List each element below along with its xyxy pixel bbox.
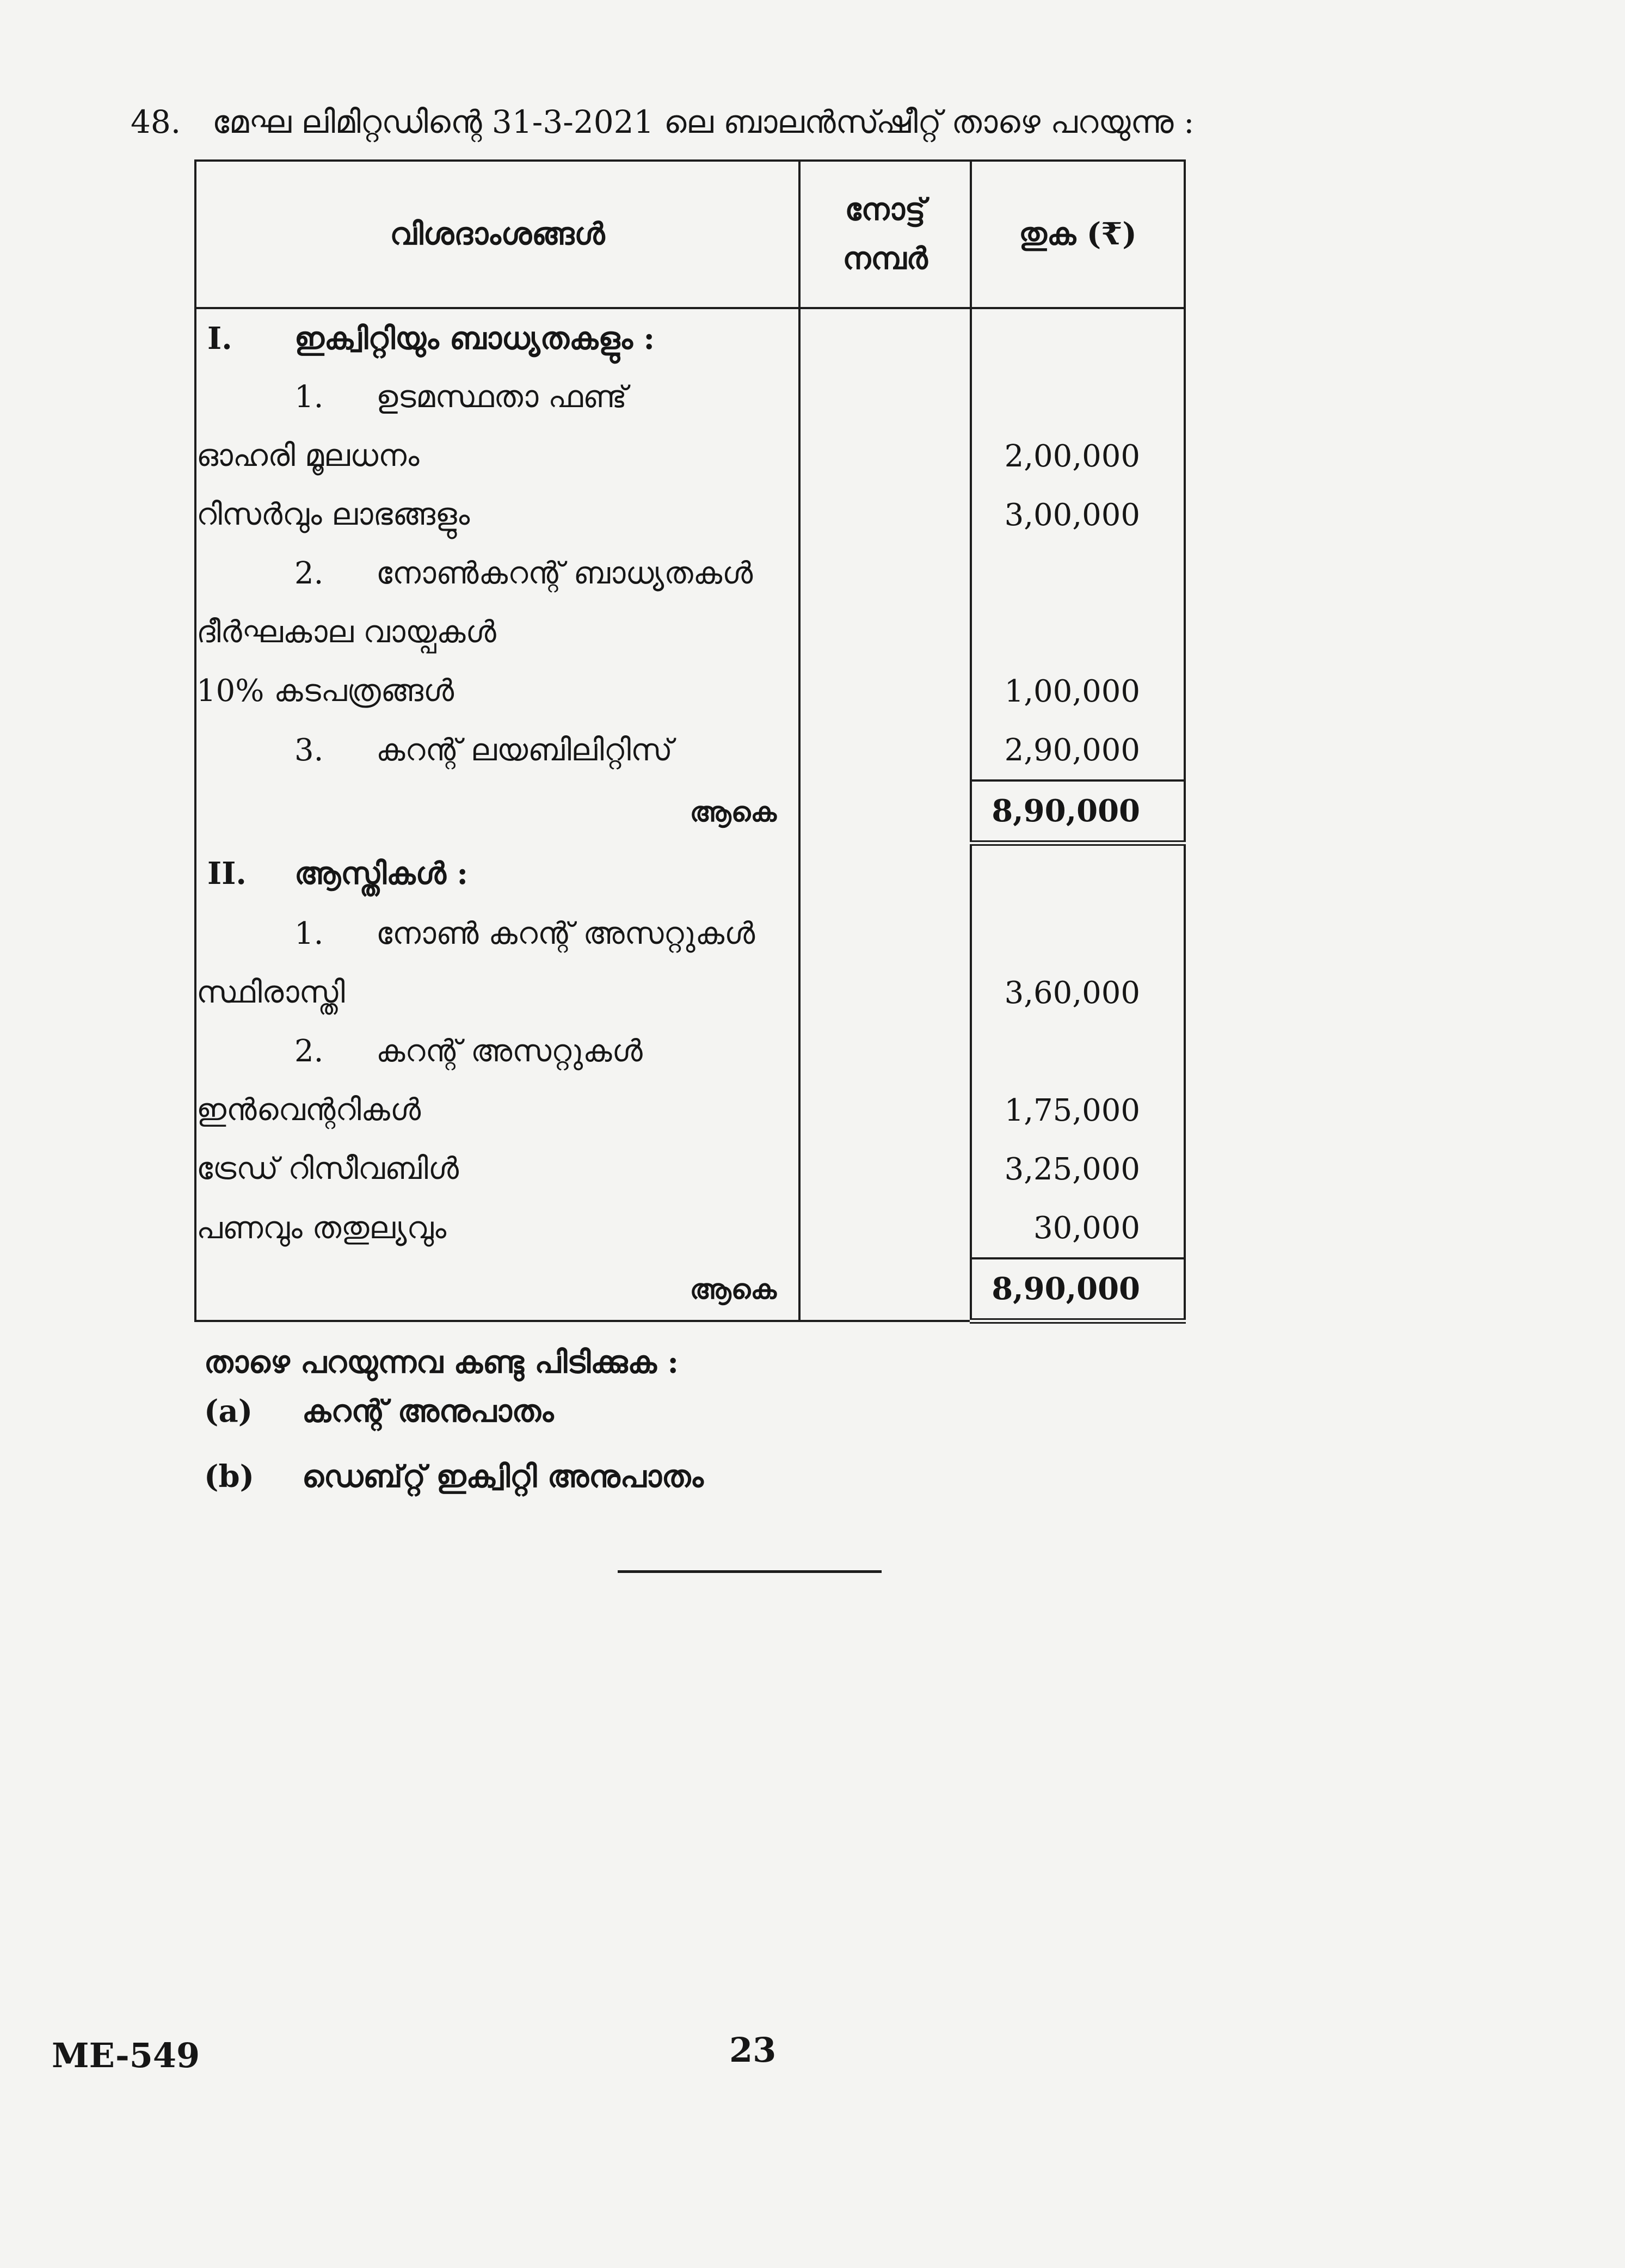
note-cell bbox=[799, 603, 971, 662]
debentures-label: 10% കടപത്രങ്ങൾ bbox=[195, 662, 799, 721]
header-note-no: നോട്ട് നമ്പർ bbox=[799, 161, 971, 308]
section2-total-amount: 8,90,000 bbox=[971, 1258, 1185, 1321]
inventories-amount: 1,75,000 bbox=[971, 1081, 1185, 1140]
table-row bbox=[195, 368, 1185, 427]
table-row bbox=[195, 780, 1185, 843]
section2-title-cell bbox=[195, 843, 799, 905]
table-row bbox=[195, 905, 1185, 963]
debentures-amount: 1,00,000 bbox=[971, 662, 1185, 721]
table-row bbox=[195, 485, 1185, 544]
question-number: 48. bbox=[131, 103, 181, 140]
table-header-row bbox=[195, 161, 1185, 308]
table-row bbox=[195, 427, 1185, 485]
amount-cell bbox=[971, 544, 1185, 603]
note-cell bbox=[799, 1022, 971, 1081]
table-row bbox=[195, 544, 1185, 603]
group-title-cell bbox=[195, 905, 799, 963]
amount-cell bbox=[971, 603, 1185, 662]
amount-cell bbox=[971, 1022, 1185, 1081]
group-number: 1. bbox=[294, 916, 324, 951]
end-rule bbox=[618, 1570, 882, 1573]
header-particulars: വിശദാംശങ്ങൾ bbox=[195, 161, 799, 308]
header-amount: തുക (₹) bbox=[971, 161, 1185, 308]
amount-cell bbox=[971, 368, 1185, 427]
group-number: 3. bbox=[294, 733, 324, 768]
amount-cell bbox=[971, 308, 1185, 368]
table-row bbox=[195, 1081, 1185, 1140]
group-title: ഉടമസ്ഥതാ ഫണ്ട് bbox=[376, 379, 627, 415]
note-cell bbox=[799, 780, 971, 843]
note-cell bbox=[799, 544, 971, 603]
table-row bbox=[195, 662, 1185, 721]
part-b-label: (b) bbox=[204, 1459, 255, 1495]
instruction-text: താഴെ പറയുന്നവ കണ്ടു പിടിക്കുക : bbox=[204, 1344, 679, 1380]
group-title-cell bbox=[195, 721, 799, 780]
section1-title: ഇക്വിറ്റിയും ബാധ്യതകളും : bbox=[294, 320, 655, 357]
balance-sheet-table bbox=[194, 159, 1186, 1324]
note-cell bbox=[799, 662, 971, 721]
cash-amount: 30,000 bbox=[971, 1198, 1185, 1258]
part-b bbox=[204, 1459, 704, 1495]
note-cell bbox=[799, 905, 971, 963]
note-cell bbox=[799, 1140, 971, 1198]
part-a-text: കറന്റ് അനുപാതം bbox=[302, 1393, 554, 1429]
reserves-amount: 3,00,000 bbox=[971, 485, 1185, 544]
table-row bbox=[195, 603, 1185, 662]
note-cell bbox=[799, 721, 971, 780]
table-row bbox=[195, 963, 1185, 1022]
question-text: മേഘ ലിമിറ്റഡിന്റെ 31-3-2021 ലെ ബാലൻസ്ഷീറ്റ് താഴെ പറയുന്നു : bbox=[212, 103, 1195, 140]
note-cell bbox=[799, 1081, 971, 1140]
table-row bbox=[195, 1198, 1185, 1258]
note-cell bbox=[799, 1258, 971, 1321]
group-title-cell bbox=[195, 544, 799, 603]
group-number: 1. bbox=[294, 379, 324, 415]
group-title: കറന്റ് ലയബിലിറ്റിസ് bbox=[376, 733, 673, 768]
reserves-label: റിസർവും ലാഭങ്ങളും bbox=[195, 485, 799, 544]
cash-label: പണവും തതുല്യവും bbox=[195, 1198, 799, 1258]
table-row bbox=[195, 1258, 1185, 1321]
group-title-cell bbox=[195, 1022, 799, 1081]
group-title: കറന്റ് അസറ്റുകൾ bbox=[376, 1034, 643, 1069]
receivables-label: ട്രേഡ് റിസീവബിൾ bbox=[195, 1140, 799, 1198]
receivables-amount: 3,25,000 bbox=[971, 1140, 1185, 1198]
note-cell bbox=[799, 1198, 971, 1258]
part-a bbox=[204, 1393, 554, 1430]
group-title: നോൺകറന്റ് ബാധ്യതകൾ bbox=[376, 556, 753, 591]
table-row bbox=[195, 308, 1185, 368]
table-row bbox=[195, 843, 1185, 905]
amount-cell bbox=[971, 843, 1185, 905]
table-row bbox=[195, 1140, 1185, 1198]
inventories-label: ഇൻവെന്ററികൾ bbox=[195, 1081, 799, 1140]
table-row bbox=[195, 721, 1185, 780]
share-capital-label: ഓഹരി മൂലധനം bbox=[195, 427, 799, 485]
note-cell bbox=[799, 843, 971, 905]
section1-total-label: ആകെ bbox=[195, 780, 799, 843]
section2-total-label: ആകെ bbox=[195, 1258, 799, 1321]
fixed-assets-amount: 3,60,000 bbox=[971, 963, 1185, 1022]
current-liabilities-amount: 2,90,000 bbox=[971, 721, 1185, 780]
table-row bbox=[195, 1022, 1185, 1081]
long-term-loans-label: ദീർഘകാല വായ്പകൾ bbox=[195, 603, 799, 662]
section2-roman: II. bbox=[207, 856, 247, 892]
group-number: 2. bbox=[294, 556, 324, 591]
section2-title: ആസ്തികൾ : bbox=[294, 856, 468, 892]
note-cell bbox=[799, 485, 971, 544]
question-heading bbox=[131, 103, 1195, 141]
paper-code: ME-549 bbox=[52, 2036, 200, 2075]
section1-roman: I. bbox=[207, 320, 232, 357]
note-cell bbox=[799, 368, 971, 427]
part-b-text: ഡെബ്റ്റ് ഇക്വിറ്റി അനുപാതം bbox=[302, 1459, 704, 1495]
group-title: നോൺ കറന്റ് അസറ്റുകൾ bbox=[376, 916, 755, 951]
section1-title-cell bbox=[195, 308, 799, 368]
group-number: 2. bbox=[294, 1034, 324, 1069]
note-cell bbox=[799, 308, 971, 368]
note-cell bbox=[799, 427, 971, 485]
amount-cell bbox=[971, 905, 1185, 963]
page-number: 23 bbox=[729, 2030, 777, 2070]
fixed-assets-label: സ്ഥിരാസ്തി bbox=[195, 963, 799, 1022]
share-capital-amount: 2,00,000 bbox=[971, 427, 1185, 485]
part-a-label: (a) bbox=[204, 1393, 253, 1429]
note-cell bbox=[799, 963, 971, 1022]
section1-total-amount: 8,90,000 bbox=[971, 780, 1185, 843]
group-title-cell bbox=[195, 368, 799, 427]
